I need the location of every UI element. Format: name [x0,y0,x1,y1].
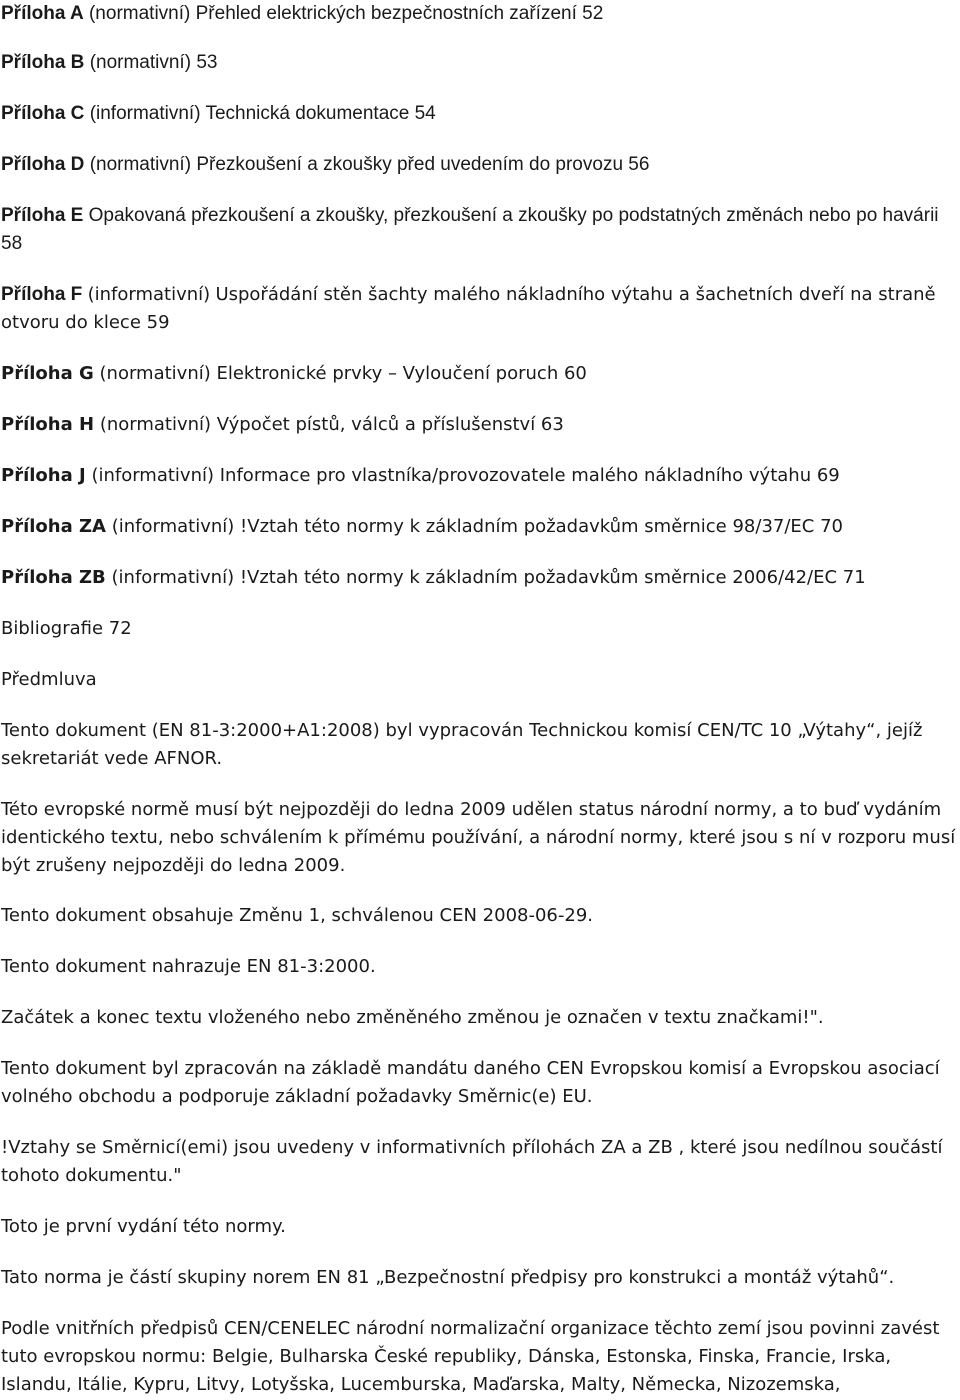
annex-a [1,0,959,28]
annex-status: (informativní) [91,465,215,486]
annex-title: !Vztah této normy k základním požadavkům směrnice 2006/42/EC 71 [239,567,866,588]
annex-zb [1,564,959,592]
annex-e [1,202,959,258]
annex-status: (normativní) [88,3,191,24]
annex-c [1,100,959,128]
annex-title: Elektronické prvky – Vyloučení poruch 60 [216,363,587,384]
foreword-heading: Předmluva [1,669,97,690]
paragraph-cen-members: Podle vnitřních předpisů CEN/CENELEC národní normalizační organizace těchto zemí jsou povinni zavést tuto evropskou normu: Belgie, Bulharska České republiky, Dánska, Estonska, Finska, Francie, Irska, Islandu, Itálie, Kypru, Litvy, Lotyšska, Lucemburska, Maďarska, Malty, Německa, Nizozemska, [1,1318,940,1395]
annex-label: Příloha ZB [1,567,106,588]
annex-title: Výpočet pístů, válců a příslušenství 63 [216,414,564,435]
paragraph-directives: !Vztahy se Směrnicí(emi) jsou uvedeny v informativních přílohách ZA a ZB , které jsou nedílnou součástí tohoto dokumentu." [1,1137,943,1186]
annex-title: Uspořádání stěn šachty malého nákladního výtahu a šachetních dveří na straně otvoru do klece 59 [1,284,936,333]
paragraph-cen-tc: Tento dokument (EN 81-3:2000+A1:2008) byl vypracován Technickou komisí CEN/TC 10 „Výtahy“, jejíž sekretariát vede AFNOR. [1,720,923,769]
annex-status: (normativní) [99,363,211,384]
annex-label: Příloha C [1,103,85,124]
annex-za [1,513,959,541]
annex-title: Opakovaná přezkoušení a zkoušky, přezkoušení a zkoušky po podstatných změnách nebo po havárii 58 [1,205,939,254]
annex-title: !Vztah této normy k základním požadavkům směrnice 98/37/EC 70 [240,516,843,537]
annex-status: (informativní) [89,103,201,124]
annex-label: Příloha G [1,363,94,384]
annex-label: Příloha A [1,3,84,24]
paragraph-national-status: Této evropské normě musí být nejpozději do ledna 2009 udělen status národní normy, a to buď vydáním identického textu, nebo schválením k přímému používání, a národní normy, které jsou s ní v rozporu musí být zrušeny nejpozději do ledna 2009. [1,799,956,876]
annex-b [1,49,959,77]
paragraph-mandate: Tento dokument byl zpracován na základě mandátu daného CEN Evropskou komisí a Evropskou asociací volného obchodu a podporuje základní požadavky Směrnic(e) EU. [1,1058,940,1107]
annex-label: Příloha E [1,205,84,226]
annex-title: Technická dokumentace 54 [205,103,436,124]
annex-title: Informace pro vlastníka/provozovatele malého nákladního výtahu 69 [219,465,840,486]
annex-f [1,281,959,337]
annex-h [1,411,959,439]
annex-title: Přezkoušení a zkoušky před uvedením do provozu 56 [196,154,650,175]
paragraph-markers: Začátek a konec textu vloženého nebo změněného změnou je označen v textu značkami!". [1,1007,824,1028]
annex-d [1,151,959,179]
annex-status: (informativní) [111,516,235,537]
annex-label: Příloha J [1,465,86,486]
annex-label: Příloha F [1,284,83,305]
annex-label: Příloha B [1,52,85,73]
annex-status: (informativní) [87,284,211,305]
paragraph-first-edition: Toto je první vydání této normy. [1,1216,286,1237]
annex-g [1,360,959,388]
annex-status: (normativní) [99,414,212,435]
annex-status: (normativní) 53 [89,52,218,73]
annex-status: (normativní) [89,154,192,175]
annex-j [1,462,959,490]
annex-title: Přehled elektrických bezpečnostních zařízení 52 [195,3,604,24]
annex-status: (informativní) [111,567,235,588]
bibliography-entry: Bibliografie 72 [1,618,132,639]
annex-label: Příloha D [1,154,85,175]
paragraph-amendment: Tento dokument obsahuje Změnu 1, schválenou CEN 2008-06-29. [1,905,594,926]
paragraph-supersedes: Tento dokument nahrazuje EN 81-3:2000. [1,956,376,977]
paragraph-series: Tato norma je částí skupiny norem EN 81 „Bezpečnostní předpisy pro konstrukci a montáž výtahů“. [1,1267,895,1288]
annex-label: Příloha ZA [1,516,106,537]
annex-label: Příloha H [1,414,95,435]
